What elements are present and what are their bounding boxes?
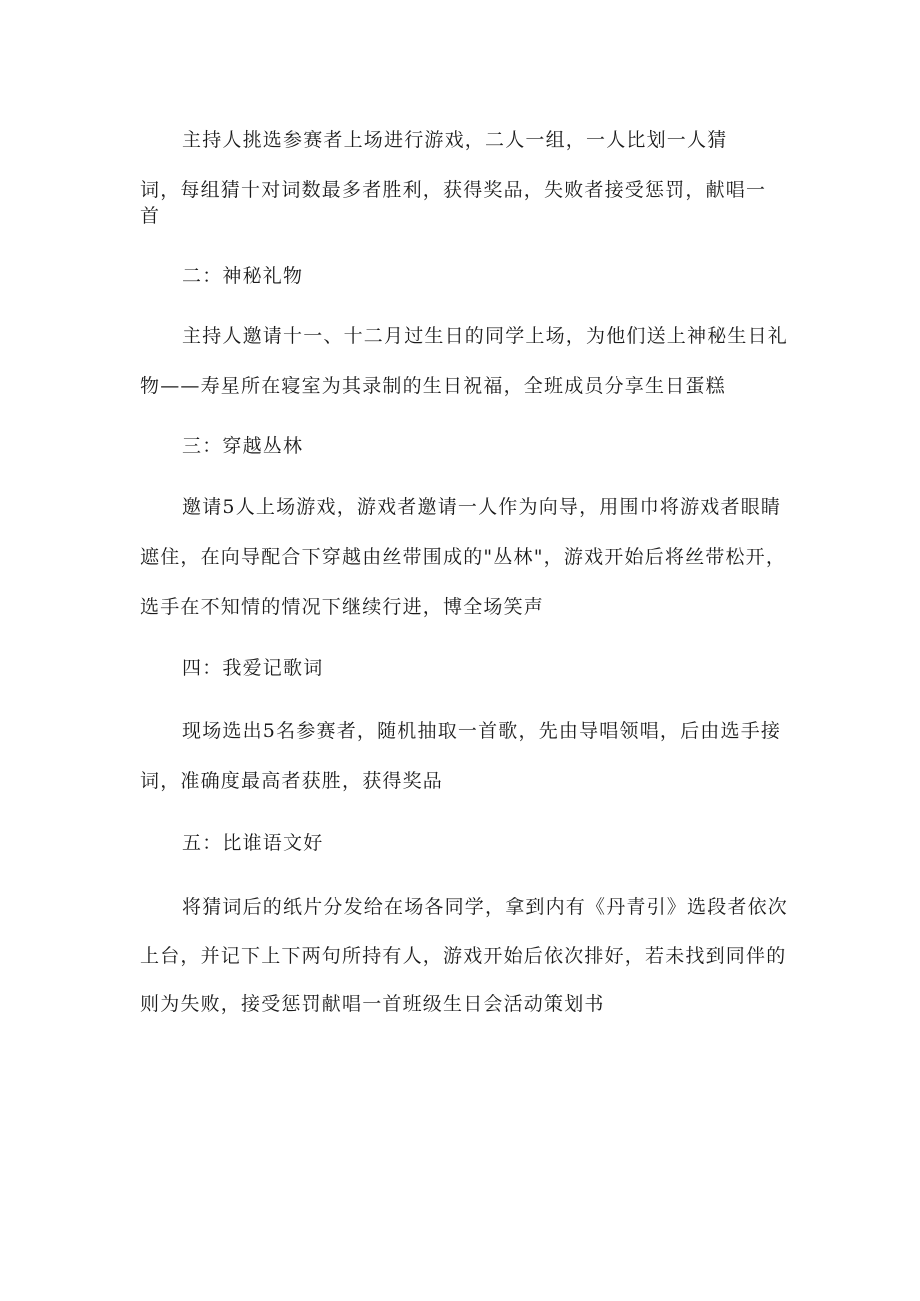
paragraph-4-line-1: 现场选出5名参赛者，随机抽取一首歌，先由导唱领唱，后由选手接 [182,720,782,742]
paragraph-5-line-3: 则为失败，接受惩罚献唱一首班级生日会活动策划书 [140,993,605,1015]
paragraph-3-line-1: 邀请5人上场游戏，游戏者邀请一人作为向导，用围巾将游戏者眼睛 [182,496,782,518]
paragraph-4-line-2: 词，准确度最高者获胜，获得奖品 [140,770,444,792]
section-heading-5: 五：比谁语文好 [182,832,324,854]
paragraph-1-line-2: 词，每组猜十对词数最多者胜利，获得奖品，失败者接受惩罚，献唱一 [140,179,767,201]
paragraph-3-line-2: 遮住，在向导配合下穿越由丝带围成的"丛林"，游戏开始后将丝带松开， [140,546,787,568]
paragraph-3-line-3: 选手在不知情的情况下继续行进，博全场笑声 [140,596,545,618]
section-heading-3: 三：穿越丛林 [182,435,304,457]
paragraph-5-line-1: 将猜词后的纸片分发给在场各同学，拿到内有《丹青引》选段者依次 [182,896,789,918]
paragraph-2-line-2: 物——寿星所在寝室为其录制的生日祝福，全班成员分享生日蛋糕 [140,375,726,397]
paragraph-1-line-3: 首 [140,205,161,227]
paragraph-1-line-1: 主持人挑选参赛者上场进行游戏，二人一组，一人比划一人猜 [182,129,728,151]
paragraph-2-line-1: 主持人邀请十一、十二月过生日的同学上场，为他们送上神秘生日礼 [182,325,789,347]
paragraph-5-line-2: 上台，并记下上下两句所持有人，游戏开始后依次排好，若未找到同伴的 [140,945,787,967]
section-heading-4: 四：我爱记歌词 [182,657,324,679]
section-heading-2: 二：神秘礼物 [182,265,304,287]
